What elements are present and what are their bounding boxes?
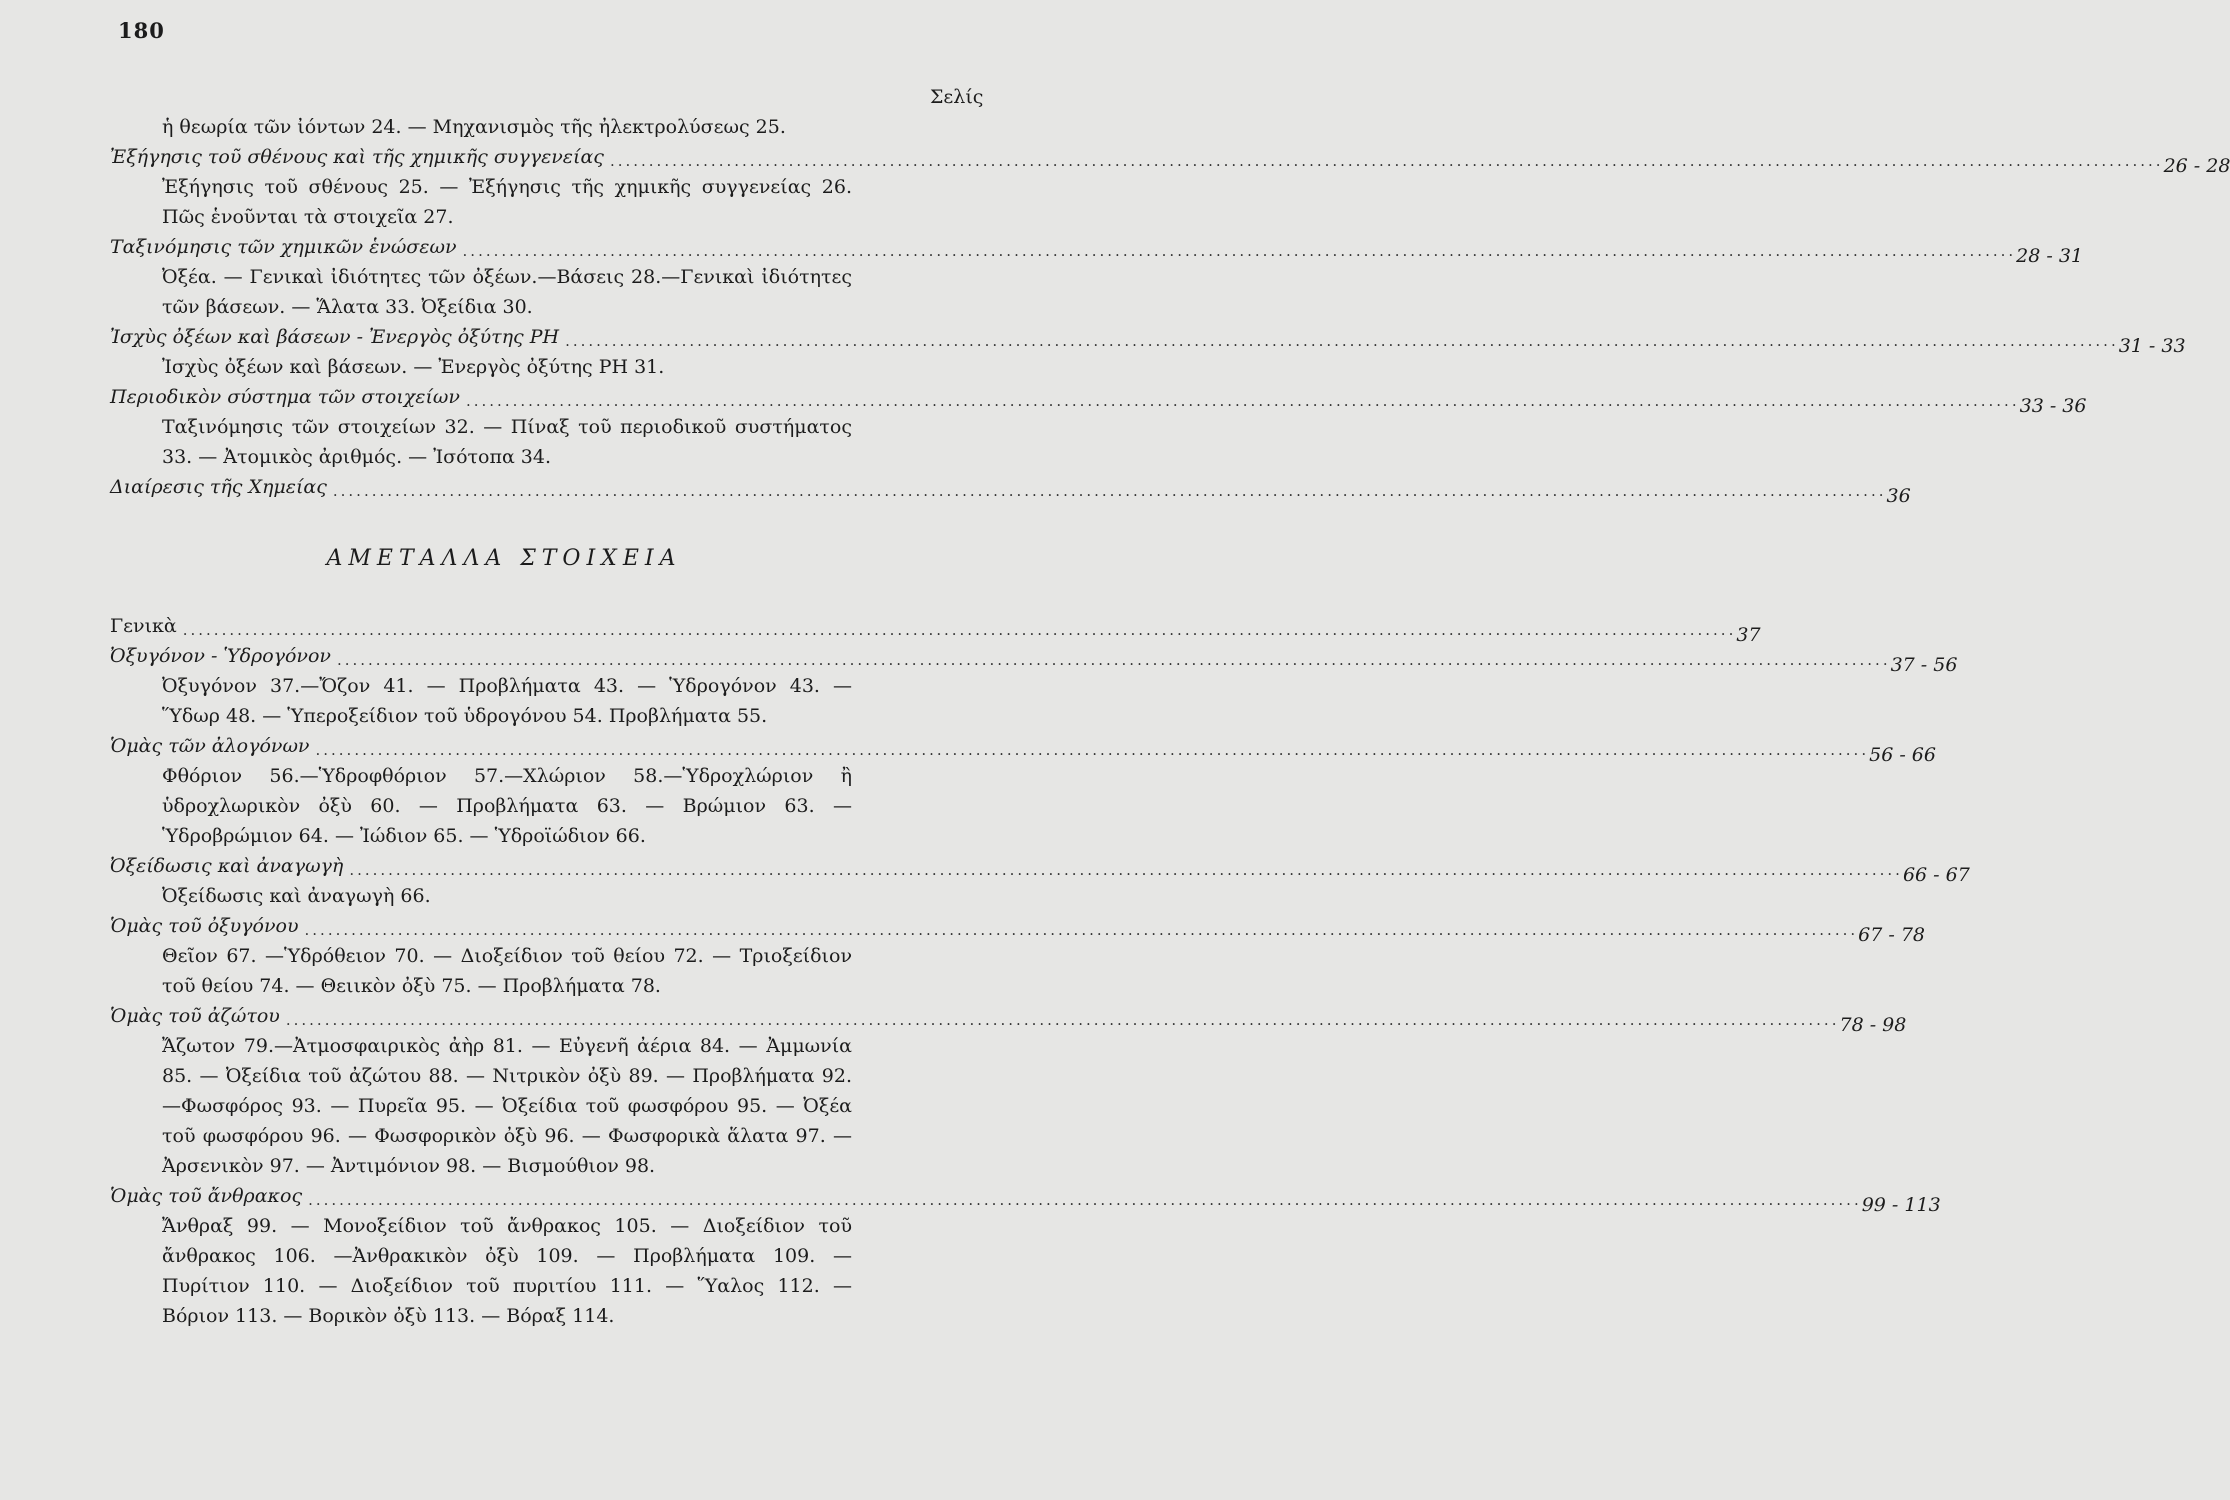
toc-entry-pages: 37 - 56 — [1890, 654, 1958, 676]
toc-entry-heading — [110, 1181, 1941, 1216]
toc-entry — [110, 851, 1970, 911]
section-title: ΑΜΕΤΑΛΛΑ ΣΤΟΙΧΕΙΑ — [326, 546, 682, 571]
toc-part-1 — [110, 112, 2230, 507]
toc-entry-heading — [110, 472, 1911, 507]
toc-entry — [110, 322, 2186, 382]
toc-entry — [110, 611, 1761, 646]
toc-entry-pages: 26 - 28 — [2163, 155, 2230, 177]
toc-entry — [110, 1001, 1907, 1181]
toc-entry-title: Ἰσχὺς ὀξέων καὶ βάσεων - Ἐνεργὸς ὀξύτης PH — [110, 326, 560, 348]
toc-entry-title: Ὁμὰς τοῦ ὀξυγόνου — [110, 915, 299, 937]
toc-entry-description: Ἐξήγησις τοῦ σθένους 25. — Ἐξήγησις τῆς χημικῆς συγγενείας 26. Πῶς ἑνοῦνται τὰ στοιχεῖα 27. — [162, 176, 852, 228]
toc-entry-heading — [110, 322, 2186, 357]
toc-entry-title: Ὁμὰς τοῦ ἄνθρακος — [110, 1185, 303, 1207]
dot-leader: ........................................................................................................................................................................................................ — [304, 921, 1859, 939]
page-number: 180 — [118, 18, 165, 43]
dot-leader: ........................................................................................................................................................................................................ — [332, 482, 1887, 500]
toc-entry-heading — [110, 611, 1761, 646]
toc-entry-description: Ὀξείδωσις καὶ ἀναγωγὴ 66. — [162, 885, 431, 907]
dot-leader: ........................................................................................................................................................................................................ — [315, 741, 1870, 759]
toc-entry-description: Ἄζωτον 79.—Ἀτμοσφαιρικὸς ἀὴρ 81. — Εὐγενῆ ἀέρια 84. — Ἀμμωνία 85. — Ὀξείδια τοῦ ἀζώτου 88. — Νιτρικὸν ὀξὺ 89. — Προβλήματα 92.—Φωσφόρος 93. — Πυρεῖα 95. — Ὀξείδια τοῦ φωσφόρου 95. — Ὀξέα τοῦ φωσφόρου 96. — Φωσφορικὸν ὀξὺ 96. — Φωσφορικὰ ἅλατα 97. — Ἀρσενικὸν 97. — Ἀντιμόνιον 98. — Βισμούθιον 98. — [162, 1035, 852, 1177]
dot-leader: ........................................................................................................................................................................................................ — [182, 621, 1737, 639]
dot-leader: ........................................................................................................................................................................................................ — [308, 1191, 1862, 1209]
toc-entry-title: Διαίρεσις τῆς Χημείας — [110, 476, 327, 498]
dot-leader: ........................................................................................................................................................................................................ — [349, 861, 1903, 879]
toc-entry-heading — [110, 851, 1970, 886]
dot-leader: ........................................................................................................................................................................................................ — [336, 651, 1891, 669]
toc-entry-description: ἡ θεωρία τῶν ἰόντων 24. — Μηχανισμὸς τῆς ἠλεκτρολύσεως 25. — [162, 116, 786, 138]
toc-entry-description: Ἰσχὺς ὀξέων καὶ βάσεων. — Ἐνεργὸς ὀξύτης PH 31. — [162, 356, 665, 378]
toc-entry — [110, 641, 1958, 731]
toc-entry-title: Περιοδικὸν σύστημα τῶν στοιχείων — [110, 386, 460, 408]
toc-entry-heading — [110, 232, 2084, 267]
toc-entry — [110, 382, 2087, 472]
toc-entry-title: Ὀξείδωσις καὶ ἀναγωγὴ — [110, 855, 344, 877]
toc-entry-description: Ὀξυγόνον 37.—Ὄζον 41. — Προβλήματα 43. — Ὑδρογόνον 43. — Ὕδωρ 48. — Ὑπεροξείδιον τοῦ ὑδρογόνου 54. Προβλήματα 55. — [162, 675, 852, 727]
toc-entry — [110, 911, 1925, 1001]
toc-entry — [110, 1181, 1941, 1331]
pages-column-header: Σελίς — [930, 86, 984, 108]
dot-leader: ........................................................................................................................................................................................................ — [609, 152, 2164, 170]
toc-entry — [110, 472, 1911, 507]
toc-entry — [110, 142, 2230, 232]
toc-entry-pages: 37 — [1736, 624, 1761, 646]
toc-entry-pages: 28 - 31 — [2016, 245, 2084, 267]
toc-entry-description: Ὀξέα. — Γενικαὶ ἰδιότητες τῶν ὀξέων.—Βάσεις 28.—Γενικαὶ ἰδιότητες τῶν βάσεων. — Ἅλατα 33. Ὀξείδια 30. — [162, 266, 852, 318]
toc-part-2 — [110, 611, 1970, 1331]
toc-entry-description: Ταξινόμησις τῶν στοιχείων 32. — Πίναξ τοῦ περιοδικοῦ συστήματος 33. — Ἀτομικὸς ἀριθμός. — Ἰσότοπα 34. — [162, 416, 852, 468]
toc-entry-pages: 33 - 36 — [2019, 395, 2087, 417]
toc-entry-title: Γενικὰ — [110, 615, 177, 637]
toc-entry-pages: 66 - 67 — [1902, 864, 1970, 886]
toc-entry-pages: 56 - 66 — [1869, 744, 1936, 766]
toc-entry-pages: 99 - 113 — [1861, 1194, 1941, 1216]
toc-entry-pages: 31 - 33 — [2118, 335, 2186, 357]
toc-entry-title: Ἐξήγησις τοῦ σθένους καὶ τῆς χημικῆς συγγενείας — [110, 146, 604, 168]
toc-entry — [110, 232, 2084, 322]
toc-entry-heading — [110, 911, 1925, 946]
dot-leader: ........................................................................................................................................................................................................ — [285, 1011, 1840, 1029]
toc-entry-title: Ταξινόμησις τῶν χημικῶν ἑνώσεων — [110, 236, 457, 258]
toc-entry-pages: 67 - 78 — [1858, 924, 1925, 946]
toc-entry-description: Ἄνθραξ 99. — Μονοξείδιον τοῦ ἄνθρακος 105. — Διοξείδιον τοῦ ἄνθρακος 106. —Ἀνθρακικὸν ὀξὺ 109. — Προβλήματα 109. — Πυρίτιον 110. — Διοξείδιον τοῦ πυριτίου 111. — Ὕαλος 112. — Βόριον 113. — Βορικὸν ὀξὺ 113. — Βόραξ 114. — [162, 1215, 852, 1327]
toc-entry-description: Θεῖον 67. —Ὑδρόθειον 70. — Διοξείδιον τοῦ θείου 72. — Τριοξείδιον τοῦ θείου 74. — Θειικὸν ὀξὺ 75. — Προβλήματα 78. — [162, 945, 852, 997]
dot-leader: ........................................................................................................................................................................................................ — [565, 332, 2119, 350]
toc-entry-heading — [110, 731, 1936, 766]
toc-entry-heading — [110, 1001, 1907, 1036]
toc-entry-heading — [110, 641, 1958, 676]
toc-entry-pages: 36 — [1886, 485, 1911, 507]
toc-entry — [110, 112, 978, 142]
toc-entry — [110, 731, 1936, 851]
toc-entry-heading — [110, 382, 2087, 417]
toc-entry-title: Ὁμὰς τοῦ ἀζώτου — [110, 1005, 280, 1027]
table-of-contents — [110, 112, 2230, 1331]
toc-entry-pages: 78 - 98 — [1839, 1014, 1907, 1036]
toc-entry-title: Ὀξυγόνον - Ὑδρογόνον — [110, 645, 331, 667]
toc-entry-heading — [110, 142, 2230, 177]
toc-entry-title: Ὁμὰς τῶν ἀλογόνων — [110, 735, 310, 757]
dot-leader: ........................................................................................................................................................................................................ — [465, 392, 2020, 410]
dot-leader: ........................................................................................................................................................................................................ — [462, 242, 2017, 260]
toc-entry-description: Φθόριον 56.—Ὑδροφθόριον 57.—Χλώριον 58.—Ὑδροχλώριον ἢ ὑδροχλωρικὸν ὀξὺ 60. — Προβλήματα 63. — Βρώμιον 63. — Ὑδροβρώμιον 64. — Ἰώδιον 65. — Ὑδροϊώδιον 66. — [162, 765, 852, 847]
